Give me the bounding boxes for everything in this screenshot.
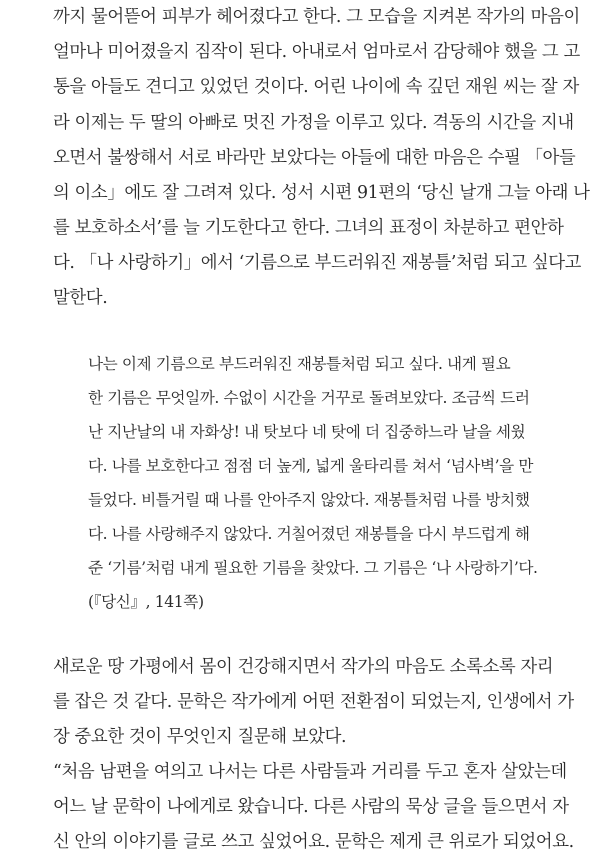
paragraph-1-line: 를 보호하소서’를 늘 기도한다고 한다. 그녀의 표정이 차분하고 편안하 [53,218,564,238]
paragraph-2-line: 새로운 땅 가평에서 몸이 건강해지면서 작가의 마음도 소록소록 자리 [53,657,554,677]
paragraph-1-line: 말한다. [53,288,108,308]
quote-line: 나는 이제 기름으로 부드러워진 재봉틀처럼 되고 싶다. 내게 필요 [88,355,511,373]
quote-line: 다. 나를 보호한다고 점점 더 높게, 넓게 울타리를 쳐서 ‘넘사벽’을 만 [88,457,534,475]
paragraph-2-line: 를 잡은 것 같다. 문학은 작가에게 어떤 전환점이 되었는지, 인생에서 가 [53,692,574,712]
paragraph-2-line: “처음 남편을 여의고 나서는 다른 사람들과 거리를 두고 혼자 살았는데 [53,762,567,782]
paragraph-2-line: 신 안의 이야기를 글로 쓰고 싶었어요. 문학은 제게 큰 위로가 되었어요. [53,832,574,852]
paragraph-1-line: 오면서 불쌍해서 서로 바라만 보았다는 아들에 대한 마음은 수필 「아들 [53,148,576,168]
quote-citation: (『당신』, 141쪽) [88,593,204,611]
paragraph-1-line: 다. 「나 사랑하기」에서 ‘기름으로 부드러워진 재봉틀’처럼 되고 싶다고 [53,253,582,273]
paragraph-2-line: 장 중요한 것이 무엇인지 질문해 보았다. [53,727,347,747]
paragraph-1-line: 얼마나 미어졌을지 짐작이 된다. 아내로서 엄마로서 감당해야 했을 그 고 [53,42,580,62]
paragraph-2-line: 어느 날 문학이 나에게로 왔습니다. 다른 사람의 묵상 글을 들으면서 자 [53,797,569,817]
paragraph-1-line: 까지 물어뜯어 피부가 헤어졌다고 한다. 그 모습을 지켜본 작가의 마음이 [53,7,580,27]
quote-line: 난 지난날의 내 자화상! 내 탓보다 네 탓에 더 집중하느라 날을 세웠 [88,423,526,441]
quote-line: 한 기름은 무엇일까. 수없이 시간을 거꾸로 돌려보았다. 조금씩 드러 [88,389,530,407]
paragraph-1-line: 통을 아들도 견디고 있었던 것이다. 어린 나이에 속 깊던 재원 씨는 잘 자 [53,77,579,97]
quote-line: 들었다. 비틀거릴 때 나를 안아주지 않았다. 재봉틀처럼 나를 방치했 [88,491,530,509]
paragraph-1-line: 라 이제는 두 딸의 아빠로 멋진 가정을 이루고 있다. 격동의 시간을 지내 [53,113,574,133]
quote-line: 다. 나를 사랑해주지 않았다. 거칠어졌던 재봉틀을 다시 부드럽게 해 [88,525,530,543]
quote-line: 준 ‘기름’처럼 내게 필요한 기름을 찾았다. 그 기름은 ‘나 사랑하기’다. [88,559,538,577]
paragraph-1-line: 의 이소」에도 잘 그려져 있다. 성서 시편 91편의 ‘당신 날개 그늘 아래 나 [53,183,590,203]
